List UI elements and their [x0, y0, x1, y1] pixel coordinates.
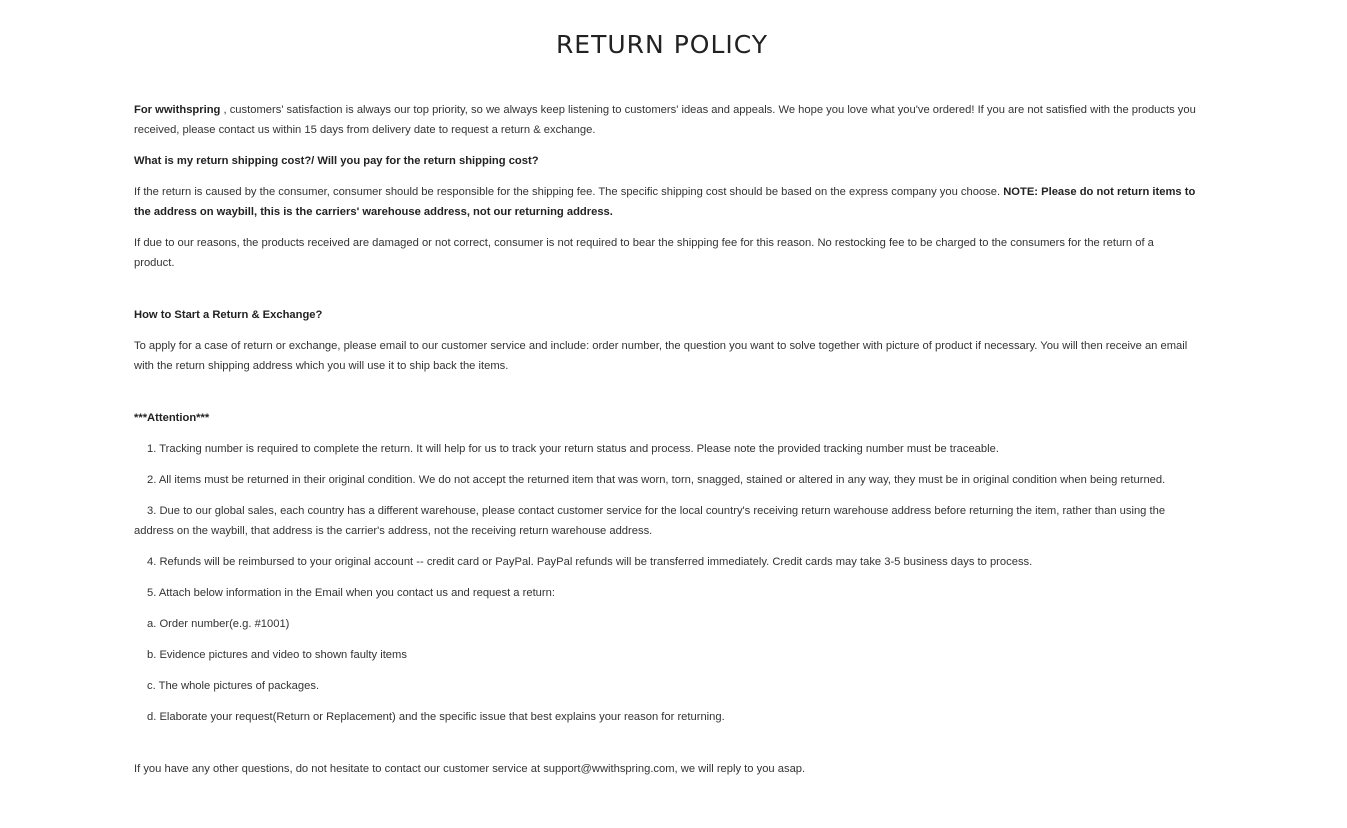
shipping-cost-text: If the return is caused by the consumer, consumer should be responsible for the shipping fee. The specific shipping cost should be based on the express company you choose. — [134, 186, 1004, 198]
intro-text: , customers' satisfaction is always our top priority, so we always keep listening to customers' ideas and appeals. We hope you love what you've ordered! If you are not satisfied with the products you received, please contact us within 15 days from delivery date to request a return & exchange. — [134, 104, 1196, 136]
attention-subitem-b: b. Evidence pictures and video to shown faulty items — [147, 649, 407, 661]
attention-subitem-c: c. The whole pictures of packages. — [147, 680, 320, 692]
attention-item-2: 2. All items must be returned in their original condition. We do not accept the returned item that was worn, torn, snagged, stained or altered in any way, they must be in original condition when being returned. — [147, 474, 1166, 486]
contact-paragraph: If you have any other questions, do not hesitate to contact our customer service at support@wwithspring.com, we will reply to you asap. — [134, 763, 806, 775]
attention-item-1: 1. Tracking number is required to complete the return. It will help for us to track your return status and process. Please note the provided tracking number must be traceable. — [147, 443, 999, 455]
spacer — [134, 738, 1196, 759]
how-to-question: How to Start a Return & Exchange? — [134, 309, 323, 321]
how-to-paragraph: To apply for a case of return or exchange, please email to our customer service and include: order number, the question you want to solve together with picture of product if necessary. You will then receive an email with the return shipping address which you will use it to ship back the items. — [134, 340, 1188, 372]
attention-item-4: 4. Refunds will be reimbursed to your original account -- credit card or PayPal. PayPal refunds will be transferred immediately. Credit cards may take 3-5 business days to process. — [147, 556, 1033, 568]
damaged-products-paragraph: If due to our reasons, the products received are damaged or not correct, consumer is not required to bear the shipping fee for this reason. No restocking fee to be charged to the consumers for the return of a product. — [134, 237, 1154, 269]
attention-item-5: 5. Attach below information in the Email when you contact us and request a return: — [147, 587, 555, 599]
shipping-cost-question: What is my return shipping cost?/ Will you pay for the return shipping cost? — [134, 155, 539, 167]
attention-heading: ***Attention*** — [134, 412, 210, 424]
attention-subitem-d: d. Elaborate your request(Return or Replacement) and the specific issue that best explains your reason for returning. — [147, 711, 725, 723]
intro-paragraph — [134, 100, 1196, 140]
brand-name: For wwithspring — [134, 104, 221, 116]
page-title: RETURN POLICY — [555, 30, 769, 59]
policy-content — [134, 100, 1196, 790]
attention-subitem-a: a. Order number(e.g. #1001) — [147, 618, 290, 630]
shipping-cost-paragraph — [134, 182, 1196, 222]
attention-item-3: 3. Due to our global sales, each country has a different warehouse, please contact customer service for the local country's receiving return warehouse address before returning the item, rather than using the address on the waybill, that address is the carrier's address, not the receiving return warehouse address. — [134, 505, 1166, 537]
spacer — [134, 387, 1196, 408]
spacer — [134, 284, 1196, 305]
shipping-note: NOTE: Please do not return items to the address on waybill, this is the carriers' warehouse address, not our returning address. — [134, 186, 1196, 218]
